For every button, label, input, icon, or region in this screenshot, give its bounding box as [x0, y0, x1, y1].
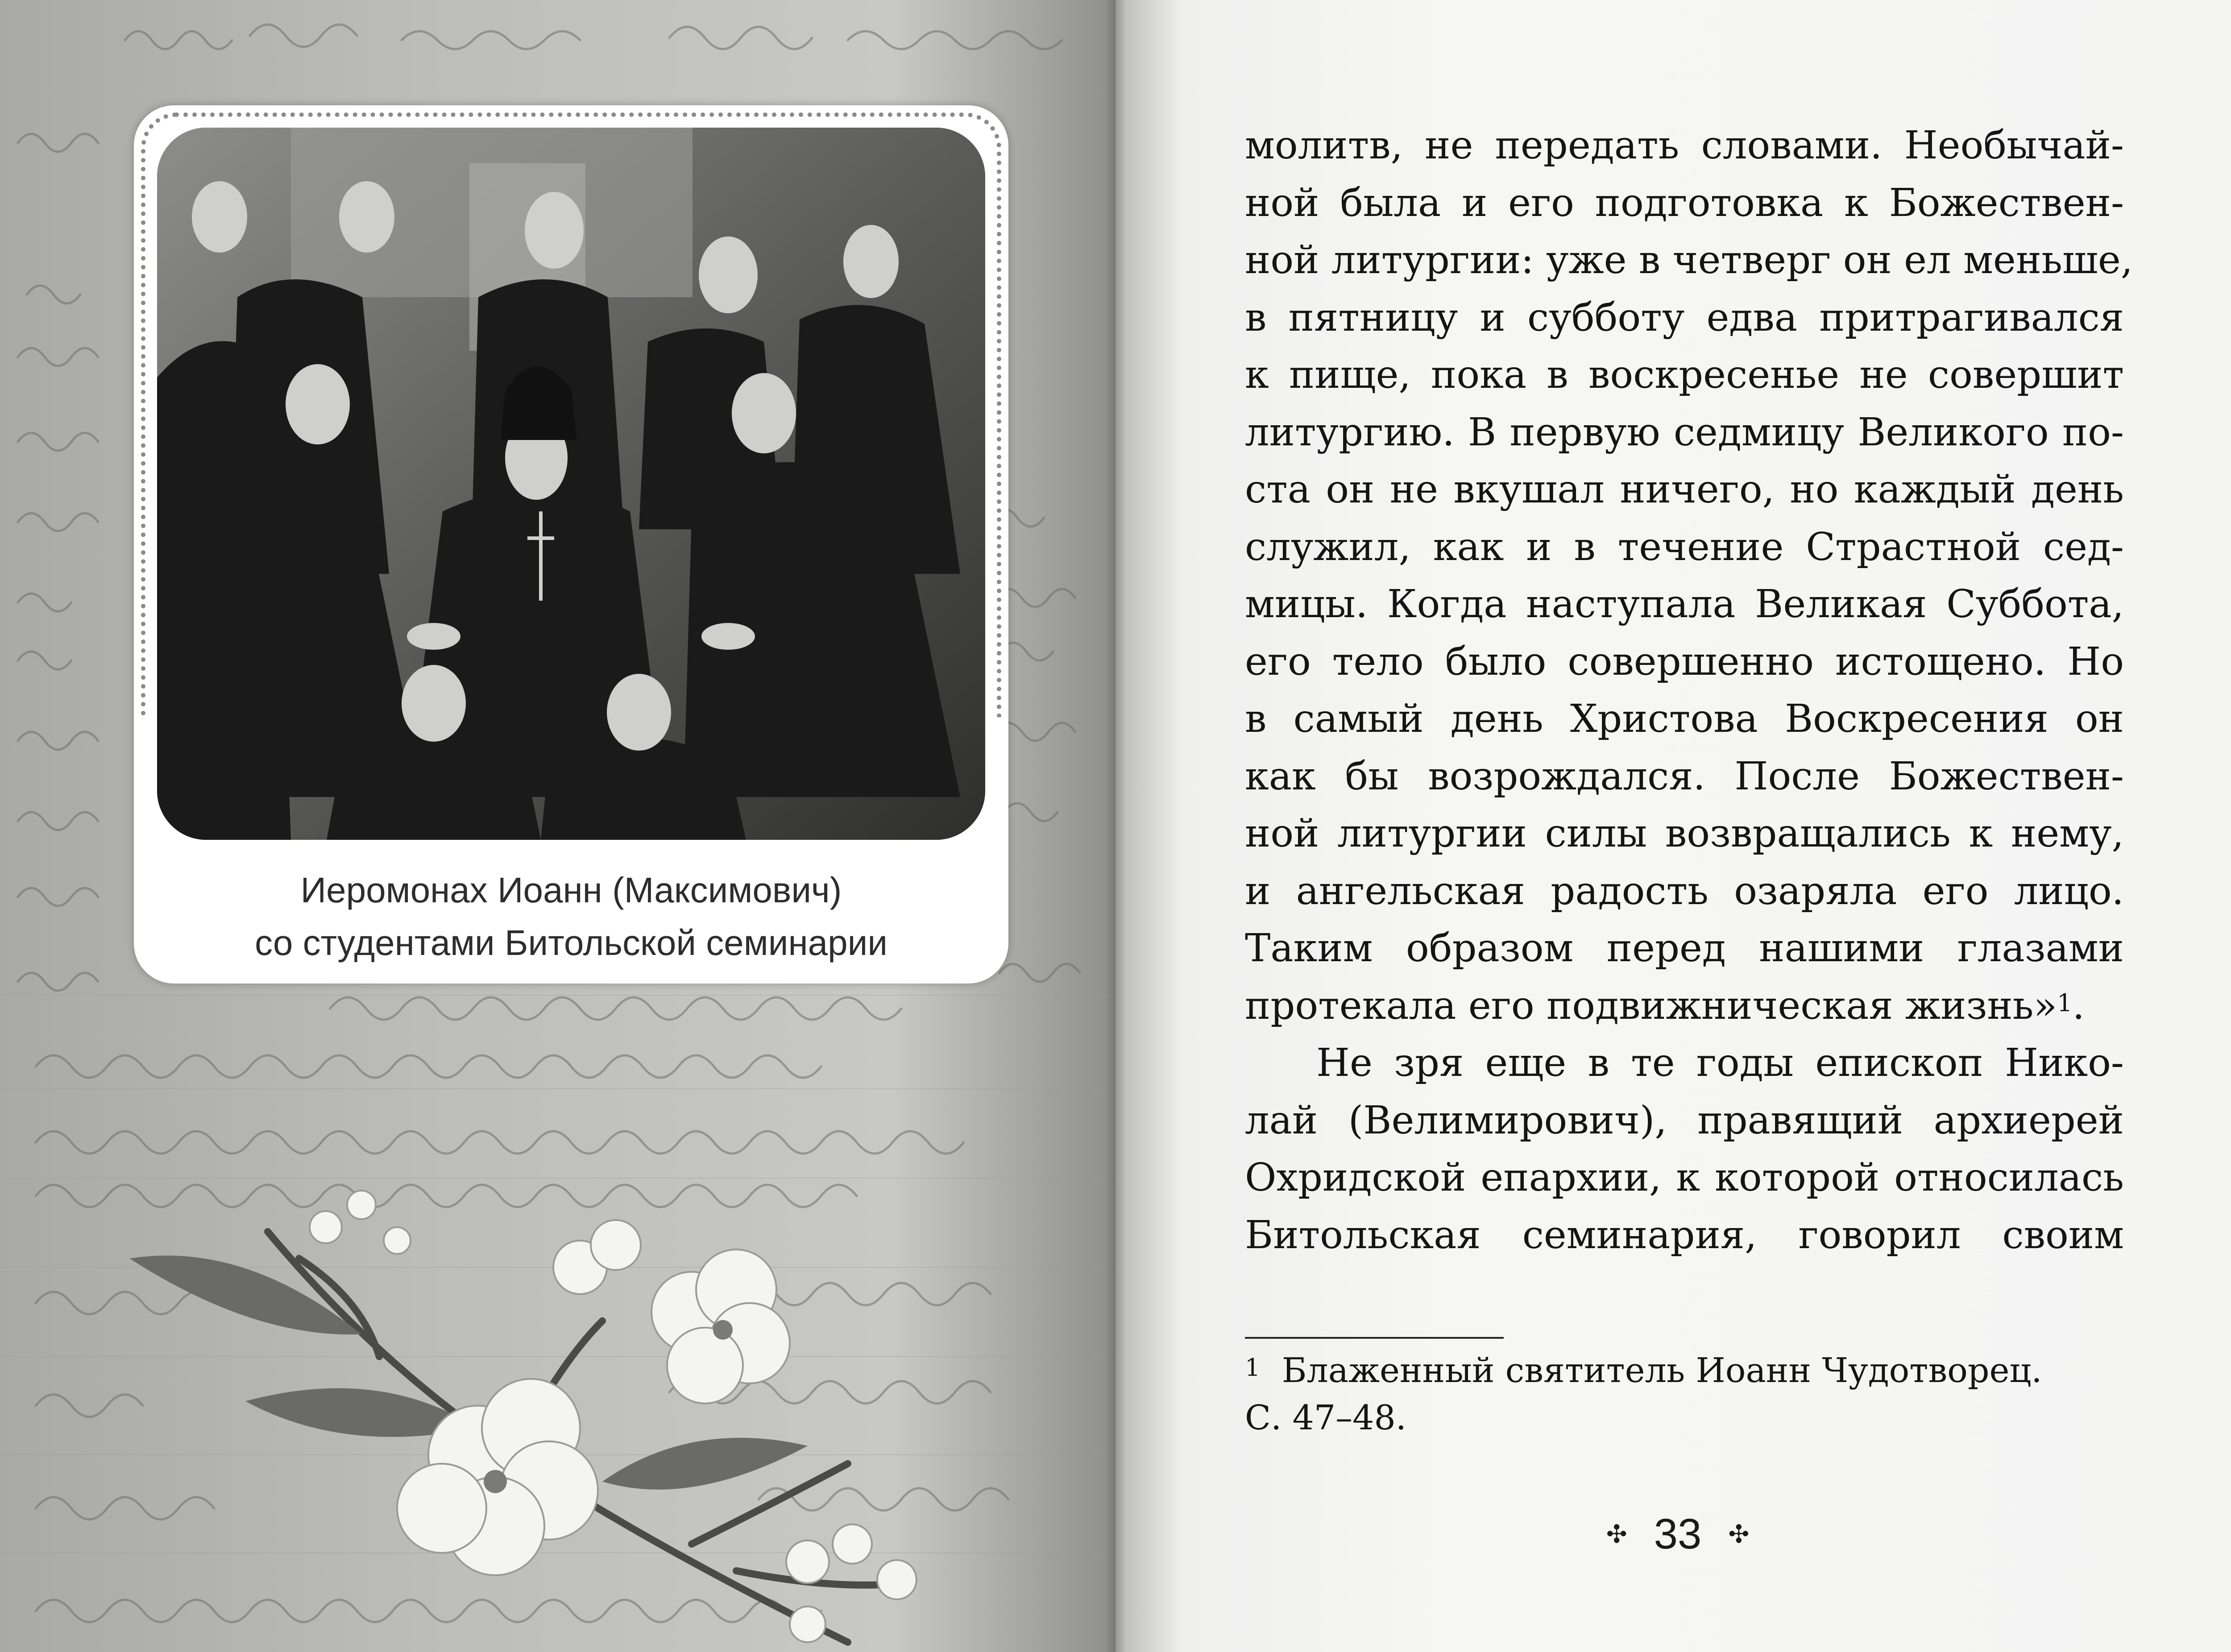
footnote-reference-tail: . — [2072, 983, 2085, 1028]
footnote-text: Блаженный святитель Иоанн Чудотворец. — [1281, 1350, 2042, 1390]
text-line: ной литургии: уже в четверг он ел меньше, — [1245, 238, 2133, 282]
historical-group-photo — [157, 128, 985, 840]
right-page — [1116, 0, 2231, 1652]
text-line-with-footnote — [1245, 977, 2124, 1035]
book-gutter — [1105, 0, 1126, 1652]
footnote-reference[interactable]: 1 — [2057, 988, 2073, 1017]
text-line: в самый день Христова Воскресения он — [1245, 697, 2124, 741]
main-text — [1245, 117, 2133, 1264]
paragraph-first-line: Не зря еще в те годы епископ Нико- — [1316, 1041, 2124, 1085]
text-line: как бы возрождался. После Божествен- — [1245, 754, 2124, 799]
text-line: ной была и его подготовка к Божествен- — [1245, 180, 2124, 225]
text-line: ста он не вкушал ничего, но каждый день — [1245, 467, 2124, 512]
caption-line-1: Иеромонах Иоанн (Максимович) — [300, 870, 842, 910]
text-line: и ангельская радость озаряла его лицо. — [1245, 868, 2124, 913]
photo-caption — [134, 864, 1008, 969]
page-number-footer — [1566, 1507, 1789, 1561]
text-line: молитв, не передать словами. Необычай- — [1245, 123, 2124, 168]
text-line: протекала его подвижническая жизнь» — [1245, 983, 2057, 1028]
footnote-line-1 — [1245, 1347, 2124, 1394]
text-line: лай (Велимирович), правящий архиерей — [1245, 1098, 2124, 1143]
photo-card — [134, 105, 1008, 984]
text-line: Охридской епархии, к которой относилась — [1245, 1155, 2124, 1200]
text-line: ной литургии силы возвращались к нему, — [1245, 811, 2124, 856]
page-number: 33 — [1654, 1510, 1702, 1558]
text-line: Таким образом перед нашими глазами — [1245, 926, 2124, 971]
text-line: служил, как и в течение Страстной сед- — [1245, 524, 2124, 569]
text-line: его тело было совершенно истощено. Но — [1245, 639, 2124, 684]
footnote-separator — [1245, 1337, 1504, 1339]
caption-line-2: со студентами Битольской семинарии — [254, 923, 888, 963]
footnote-line-2: С. 47–48. — [1245, 1398, 1407, 1437]
text-line: мицы. Когда наступала Великая Суббота, — [1245, 582, 2124, 627]
text-line: в пятницу и субботу едва притрагивался — [1245, 295, 2124, 340]
footnote — [1245, 1347, 2124, 1441]
text-line: Битольская семинария, говорил своим — [1245, 1212, 2124, 1258]
text-line: литургию. В первую седмицу Великого по- — [1245, 410, 2124, 455]
text-line: к пище, пока в воскресенье не совершит — [1245, 353, 2124, 397]
ornament-icon: ✣ — [1728, 1520, 1750, 1548]
ornament-icon: ✣ — [1606, 1520, 1627, 1548]
footnote-marker: 1 — [1245, 1353, 1261, 1382]
cherry-blossom-illustration — [112, 1142, 1093, 1652]
